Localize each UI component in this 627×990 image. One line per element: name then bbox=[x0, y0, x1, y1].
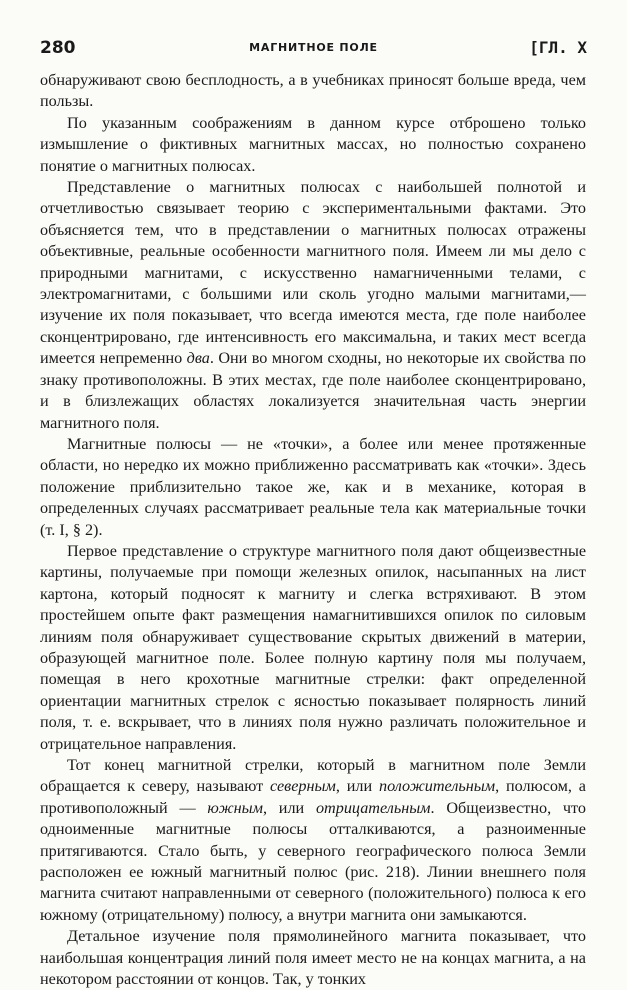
chapter-label: [ГЛ. X bbox=[529, 38, 587, 57]
text-run: , полюсом, а противоположный — bbox=[40, 777, 586, 817]
italic-term: северным bbox=[270, 777, 336, 796]
text-run: , или bbox=[335, 777, 379, 796]
text-run: Представление о магнитных полюсах с наибольшей полнотой и отчетливостью связывает теорию с экспериментальными фактами. Это объясняется тем, что в представлении о магнитных полюсах отражены объективные, реальные особенности магнитного поля. Имеем ли мы дело с природными магнитами, с искусственно намагниченными телами, с электромагнитами, с большими или сколь угодно малыми магнитами,— изучение их поля показывает, что всегда имеются места, где поле наиболее сконцентрировано, где интенсивность его максимальна, и таких мест всегда имеется непременно bbox=[40, 178, 586, 368]
page-number: 280 bbox=[40, 38, 76, 58]
text-run: , или bbox=[262, 798, 316, 817]
text-run: По указанным соображениям в данном курсе отброшено только измышление о фиктивных магнитных массах, но полностью сохранено понятие о магнитных полюсах. bbox=[40, 113, 586, 175]
running-head bbox=[40, 38, 587, 60]
text-run: Магнитные полюсы — не «точки», а более или менее протяженные области, но нередко их можно приближенно рассматривать как «точки». Здесь положение приблизительно такое же, как и в механике, которая в определенных случаях рассматривает реальные тела как материальные точки (т. I, § 2). bbox=[40, 434, 586, 539]
text-run: Первое представление о структуре магнитного поля дают общеизвестные картины, получаемые при помощи железных опилок, насыпанных на лист картона, который подносят к магниту и слегка встряхивают. В этом простейшем опыте факт размещения намагнитившихся опилок по силовым линиям поля обнаруживает существование скрытых движений в материи, образующей магнитное поле. Более полную картину поля мы получаем, помещая в него крохотные магнитные стрелки: факт определенной ориентации магнитных стрелок с ясностью показывает полярность линий поля, т. е. вскрывает, что в линиях поля нужно различать положительное и отрицательное направления. bbox=[40, 541, 586, 753]
italic-term: южным bbox=[207, 798, 263, 817]
paragraph bbox=[40, 541, 586, 755]
text-run: . Общеизвестно, что одноименные магнитные полюсы отталкиваются, а разноименные притягиваются. Стало быть, у северного географического полюса Земли расположен ее южный магнитный полюс (рис. 218). Линии внешнего поля магнита считают направленными от северного (положительного) полюса к его южному (отрицательному) полюсу, а внутри магнита они замыкаются. bbox=[40, 798, 586, 924]
italic-term: два bbox=[186, 349, 210, 368]
italic-term: положительным bbox=[378, 777, 496, 796]
italic-term: отрицательным bbox=[315, 798, 431, 817]
text-run: . Они во многом сходны, но некоторые их свойства по знаку противоположны. В этих местах, где поле наиболее сконцентрировано, и в близлежащих областях локализуется значительная часть энергии магнитного поля. bbox=[40, 349, 586, 432]
running-title: МАГНИТНОЕ ПОЛЕ bbox=[249, 41, 378, 54]
text-run: Тот конец магнитной стрелки, который в магнитном поле Земли обращается к северу, называют bbox=[40, 756, 586, 796]
paragraph bbox=[40, 926, 586, 990]
paragraph bbox=[40, 113, 586, 177]
paragraph bbox=[40, 70, 586, 113]
paragraph bbox=[40, 434, 586, 541]
text-run: обнаруживают свою бесплодность, а в учебниках приносят больше вреда, чем пользы. bbox=[40, 71, 586, 111]
body-text bbox=[40, 70, 586, 990]
paragraph bbox=[40, 755, 586, 926]
paragraph bbox=[40, 177, 586, 434]
text-run: Детальное изучение поля прямолинейного магнита показывает, что наибольшая концентрация линий поля имеет место не на концах магнита, а на некотором расстоянии от концов. Так, у тонких bbox=[40, 927, 586, 989]
